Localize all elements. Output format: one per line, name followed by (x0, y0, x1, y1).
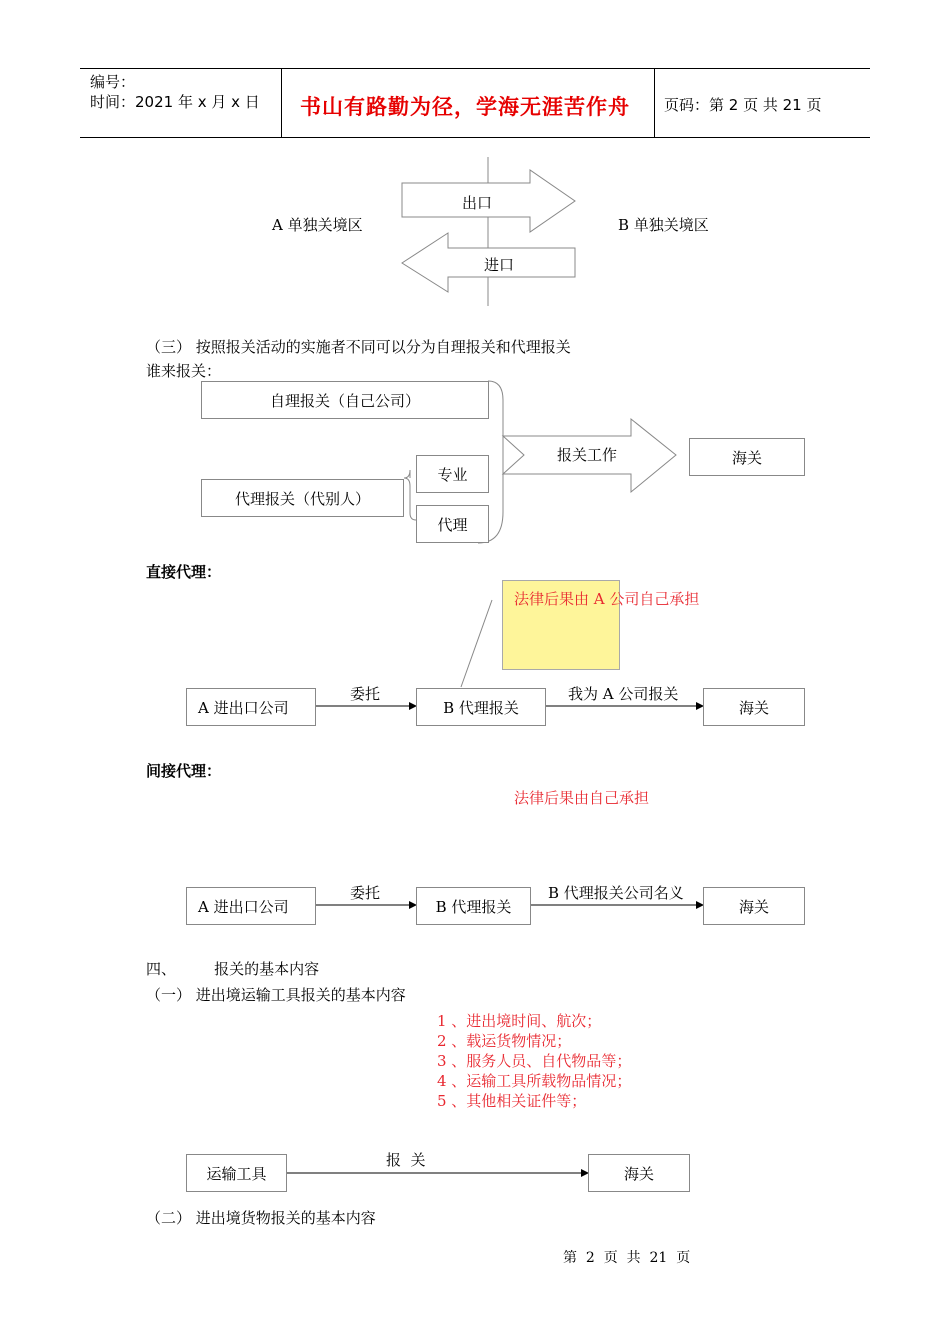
subsection-2: （二） 进出境货物报关的基本内容 (146, 1209, 376, 1227)
b-name-label: B 代理报关公司名义 (548, 884, 684, 902)
customs-box: 海关 (703, 887, 805, 925)
transport-box: 运输工具 (186, 1154, 287, 1192)
customs-box: 海关 (588, 1154, 690, 1192)
list-item: 4 、运输工具所载物品情况； (437, 1072, 632, 1090)
header-number: 编号： (90, 73, 136, 91)
b-agent-box: B 代理报关 (416, 688, 546, 726)
page-footer: 第 2 页 共 21 页 (563, 1250, 691, 1266)
self-declare-box: 自理报关（自己公司） (201, 381, 489, 419)
a-company-box: A 进出口公司 (186, 887, 316, 925)
bracket-small (404, 478, 416, 520)
zone-b-label: B 单独关境区 (618, 216, 709, 234)
list-item: 5 、其他相关证件等； (437, 1092, 587, 1110)
section4-heading: 四、 报关的基本内容 (146, 960, 320, 978)
entrust-label: 委托 (350, 685, 381, 703)
declare-label: 报 关 (386, 1151, 426, 1169)
list-item: 1 、进出境时间、航次； (437, 1012, 602, 1030)
professional-box: 专业 (416, 455, 489, 493)
entrust-label: 委托 (350, 884, 381, 902)
list-item: 2 、载运货物情况； (437, 1032, 572, 1050)
customs-box: 海关 (703, 688, 805, 726)
header-motto: 书山有路勤为径，学海无涯苦作舟 (300, 94, 630, 119)
direct-heading: 直接代理： (146, 563, 222, 581)
who-label: 谁来报关： (146, 362, 222, 380)
content-list (437, 1011, 631, 1111)
import-label: 进口 (484, 256, 515, 274)
b-agent-box: B 代理报关 (416, 887, 531, 925)
list-item: 3 、服务人员、自代物品等； (437, 1052, 632, 1070)
a-company-box: A 进出口公司 (186, 688, 316, 726)
agent-declare-box: 代理报关（代别人） (201, 479, 404, 517)
callout-line (461, 600, 492, 687)
zone-a-label: A 单独关境区 (272, 216, 363, 234)
export-label: 出口 (462, 194, 493, 212)
proxy-box: 代理 (416, 505, 489, 543)
header-page-number: 页码：第 2 页 共 21 页 (664, 96, 822, 114)
direct-note: 法律后果由 A 公司自己承担 (514, 590, 700, 608)
indirect-heading: 间接代理： (146, 762, 222, 780)
indirect-note: 法律后果由自己承担 (514, 789, 650, 807)
header-date: 时间：2021 年 x 月 x 日 (90, 93, 260, 111)
section-heading: （三） 按照报关活动的实施者不同可以分为自理报关和代理报关 (146, 338, 571, 356)
customs-box: 海关 (689, 438, 805, 476)
work-label: 报关工作 (557, 446, 618, 464)
subsection-1: （一） 进出境运输工具报关的基本内容 (146, 986, 406, 1004)
for-a-label: 我为 A 公司报关 (568, 685, 679, 703)
